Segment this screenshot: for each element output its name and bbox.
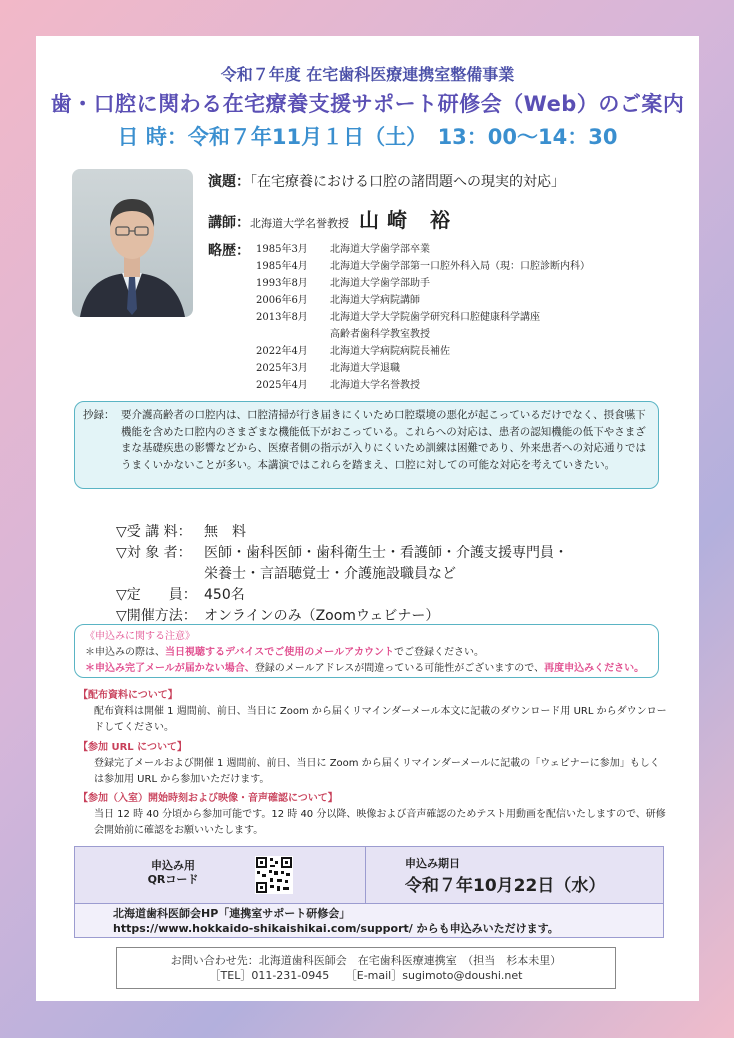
abstract-label: 抄録： bbox=[83, 409, 115, 421]
history-label: 略歴： bbox=[208, 243, 250, 259]
history-item: 1985年4月 北海道大学歯学部第一口腔外科入局（現：口腔診断内科） bbox=[256, 261, 590, 272]
history-item: 1993年8月 北海道大学歯学部助手 bbox=[256, 278, 430, 289]
history-item: 1985年3月 北海道大学歯学部卒業 bbox=[256, 244, 430, 255]
lecturer-row bbox=[208, 204, 458, 233]
deadline-label: 申込み期日 bbox=[405, 857, 460, 870]
history-item: 2006年6月 北海道大学病院講師 bbox=[256, 295, 420, 306]
notice-title: 《申込みに関する注意》 bbox=[85, 631, 195, 642]
lecturer-affiliation: 北海道大学名誉教授 bbox=[250, 217, 349, 230]
section-title: 【配布資料について】 bbox=[78, 690, 178, 701]
section-url bbox=[78, 740, 668, 788]
abstract-box bbox=[74, 401, 659, 489]
history-item: 2013年8月 北海道大学大学院歯学研究科口腔健康科学講座 bbox=[256, 312, 540, 323]
qr-label: 申込み用 QRコード bbox=[147, 859, 199, 886]
notice-line-1: ＊申込みの際は、当日視聴するデバイスでご使用のメールアカウントでご登録ください。 bbox=[85, 647, 484, 658]
history-item: 2025年3月 北海道大学退職 bbox=[256, 363, 400, 374]
section-materials bbox=[78, 688, 668, 736]
detail-row: ▽受 講 料： 無 料 bbox=[116, 524, 246, 540]
flyer-sheet bbox=[36, 36, 699, 1001]
history-item: 2022年4月 北海道大学病院病院長補佐 bbox=[256, 346, 450, 357]
application-notice bbox=[74, 624, 659, 678]
history-item: 2025年4月 北海道大学名誉教授 bbox=[256, 380, 420, 391]
section-body: 当日 12 時 40 分頃から参加可能です。12 時 40 分以降、映像および音声確認のためテスト用動画を配信いたしますので、研修会開始前に確認をお願いいたします。 bbox=[94, 809, 666, 836]
section-body: 登録完了メールおよび開催 1 週間前、前日、当日に Zoom から届くリマインダーメールに記載の「ウェビナーに参加」もしくは参加用 URL から参加いただけます。 bbox=[94, 758, 660, 785]
history-item: 高齢者歯科学教室教授 bbox=[330, 329, 430, 340]
qr-code[interactable] bbox=[255, 856, 293, 894]
section-body: 配布資料は開催 1 週間前、前日、当日に Zoom から届くリマインダーメール本文に記載のダウンロード用 URL からダウンロードしてください。 bbox=[94, 706, 667, 733]
abstract-text: 要介護高齢者の口腔内は、口腔清掃が行き届きにくいため口腔環境の悪化が起こっているだけでなく、摂食嚥下機能を含めた口腔内のさまざまな機能低下がおこっている。これらへの対応は、患者の認知機能の低下やさまざまな基礎疾患の影響などから、医療者側の指示が入りにくいため訓練は困難であり、外来患者への対応通りではうまくいかないことが多い。本講演ではこれらを踏まえ、口腔に対しての可能な対応を考えていきたい。 bbox=[121, 409, 646, 471]
history-list bbox=[256, 241, 686, 394]
detail-row: ▽定 員： 450名 bbox=[116, 587, 245, 603]
homepage-title: 北海道歯科医師会HP「連携室サポート研修会」 bbox=[113, 907, 351, 920]
deadline-date: 令和７年10月22日（水） bbox=[405, 876, 606, 896]
application-top bbox=[75, 847, 663, 904]
column-divider bbox=[365, 847, 366, 903]
seminar-title: 歯・口腔に関わる在宅療養支援サポート研修会（Web）のご案内 bbox=[50, 92, 685, 116]
lecture-title-row bbox=[208, 171, 565, 191]
lecturer-photo bbox=[72, 169, 193, 317]
lecturer-label: 講師： bbox=[208, 215, 250, 231]
contact-line-2[interactable]: ［TEL］011-231-0945 ［E-mail］sugimoto@doushi.net bbox=[209, 969, 523, 982]
homepage-url[interactable]: https://www.hokkaido-shikaishikai.com/support/ からも申込みいただけます。 bbox=[113, 922, 559, 935]
application-box bbox=[74, 846, 664, 938]
history-label-row bbox=[208, 240, 250, 260]
detail-row: ▽開催方法： オンラインのみ（Zoomウェビナー） bbox=[116, 608, 440, 624]
program-title: 令和７年度 在宅歯科医療連携室整備事業 bbox=[220, 65, 515, 84]
section-title: 【参加 URL について】 bbox=[78, 742, 187, 753]
event-details bbox=[116, 522, 568, 627]
section-title: 【参加（入室）開始時刻および映像・音声確認について】 bbox=[78, 793, 338, 804]
lecture-title-label: 演題： bbox=[208, 174, 250, 190]
contact-box bbox=[116, 947, 616, 989]
detail-row: 栄養士・言語聴覚士・介護施設職員など bbox=[204, 566, 456, 582]
section-entry-time bbox=[78, 791, 668, 839]
contact-line-1: お問い合わせ先：北海道歯科医師会 在宅歯科医療連携室 （担当 杉本未里） bbox=[170, 954, 562, 967]
lecturer-name: 山崎 裕 bbox=[359, 208, 458, 232]
notice-line-2: ＊申込み完了メールが届かない場合、登録のメールアドレスが間違っている可能性がございますので、再度申込みください。 bbox=[85, 663, 645, 674]
seminar-datetime: 日 時：令和７年11月１日（土） 13：00〜14：30 bbox=[117, 125, 618, 149]
detail-row: ▽対 象 者： 医師・歯科医師・歯科衛生士・看護師・介護支援専門員・ bbox=[116, 545, 568, 561]
lecture-title: 「在宅療養における口腔の諸問題への現実的対応」 bbox=[250, 174, 565, 190]
